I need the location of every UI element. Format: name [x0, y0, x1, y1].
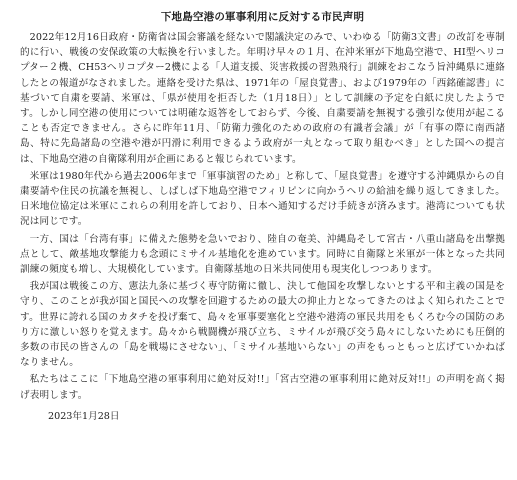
paragraph-3: 一方、国は「台湾有事」に備えた態勢を急いでおり、陸自の奄美、沖縄島そして宮古・八重山諸島を出撃拠点として、敵基地攻撃能力も念頭にミサイル基地化を進めています。同時に自衛隊と米軍が一体となった共同訓練の頻度も増し、大規模化しています。自衛隊基地の日米共同使用も現実化しつつあります。 [20, 233, 505, 276]
paragraph-4: 我が国は戦後この方、憲法九条に基づく専守防衛に徹し、決して他国を攻撃しないとする平和主義の国是を守り、このことが我が国と国民への攻撃を回避するための最大の抑止力となってきたのはよく知られたことです。世界に誇れる国のカタチを投げ棄て、島々を軍事要塞化と空港や港湾の軍民共用をもくろむ今の国防のあり方に激しい怒りを覚えます。島々から戦闘機が飛び立ち、ミサイルが飛び交う島々にしないためにも圧倒的多数の市民の皆さんの「島を戦場にさせない」、「ミサイル基地いらない」の声をもっともっと広げていかねばなりません。 [20, 281, 505, 369]
paragraph-2: 米軍は1980年代から過去2006年まで「軍事演習のため」と称して、「屋良覚書」を遵守する沖縄県からの自粛要請や住民の抗議を無視し、しばしば下地島空港でフィリピンに向かうヘリの給油を繰り返してきました。日米地位協定は米軍にこれらの利用を許しており、日本へ通知するだけ手続きが済みます。港湾についても状況は同じです。 [20, 170, 505, 228]
paragraph-5: 私たちはここに「下地島空港の軍事利用に絶対反対!!」「宮古空港の軍事利用に絶対反対!!」の声明を高く掲げ表明します。 [20, 374, 505, 401]
statement-title: 下地島空港の軍事利用に反対する市民声明 [160, 11, 365, 23]
paragraph-1: 2022年12月16日政府・防衛省は国会審議を経ないで閣議決定のみで、いわゆる「防衛3文書」の改訂を専制的に行い、戦後の安保政策の大転換を行いました。年明け早々の１月、在沖米軍が下地島空港で、HI型ヘリコプター２機、CH53ヘリコプター2機による「人道支援、災害救援の習熟飛行」訓練をおこなう旨沖縄県に連絡したとの報道がなされました。連絡を受けた県は、1971年の「屋良覚書」、および1979年の「西銘確認書」に基づいて自粛を要請、米軍は、「県が使用を拒否した（1月18日）」として訓練の予定を白紙に戻したようです。しかし同空港の使用については明確な返答をしておらず、今後、自粛要請を無視する強引な使用が起こることも否定できません。さらに昨年11月、「防衛力強化のための政府の有識者会議」が「有事の際に南西諸島、特に先島諸島の空港や港が円滑に利用できるよう政府が一丸となって取り組むべき」とした国への提言は、下地島空港の自衛隊利用が企画にあると報じられています。 [20, 32, 505, 165]
statement-date: 2023年1月28日 [48, 410, 120, 422]
